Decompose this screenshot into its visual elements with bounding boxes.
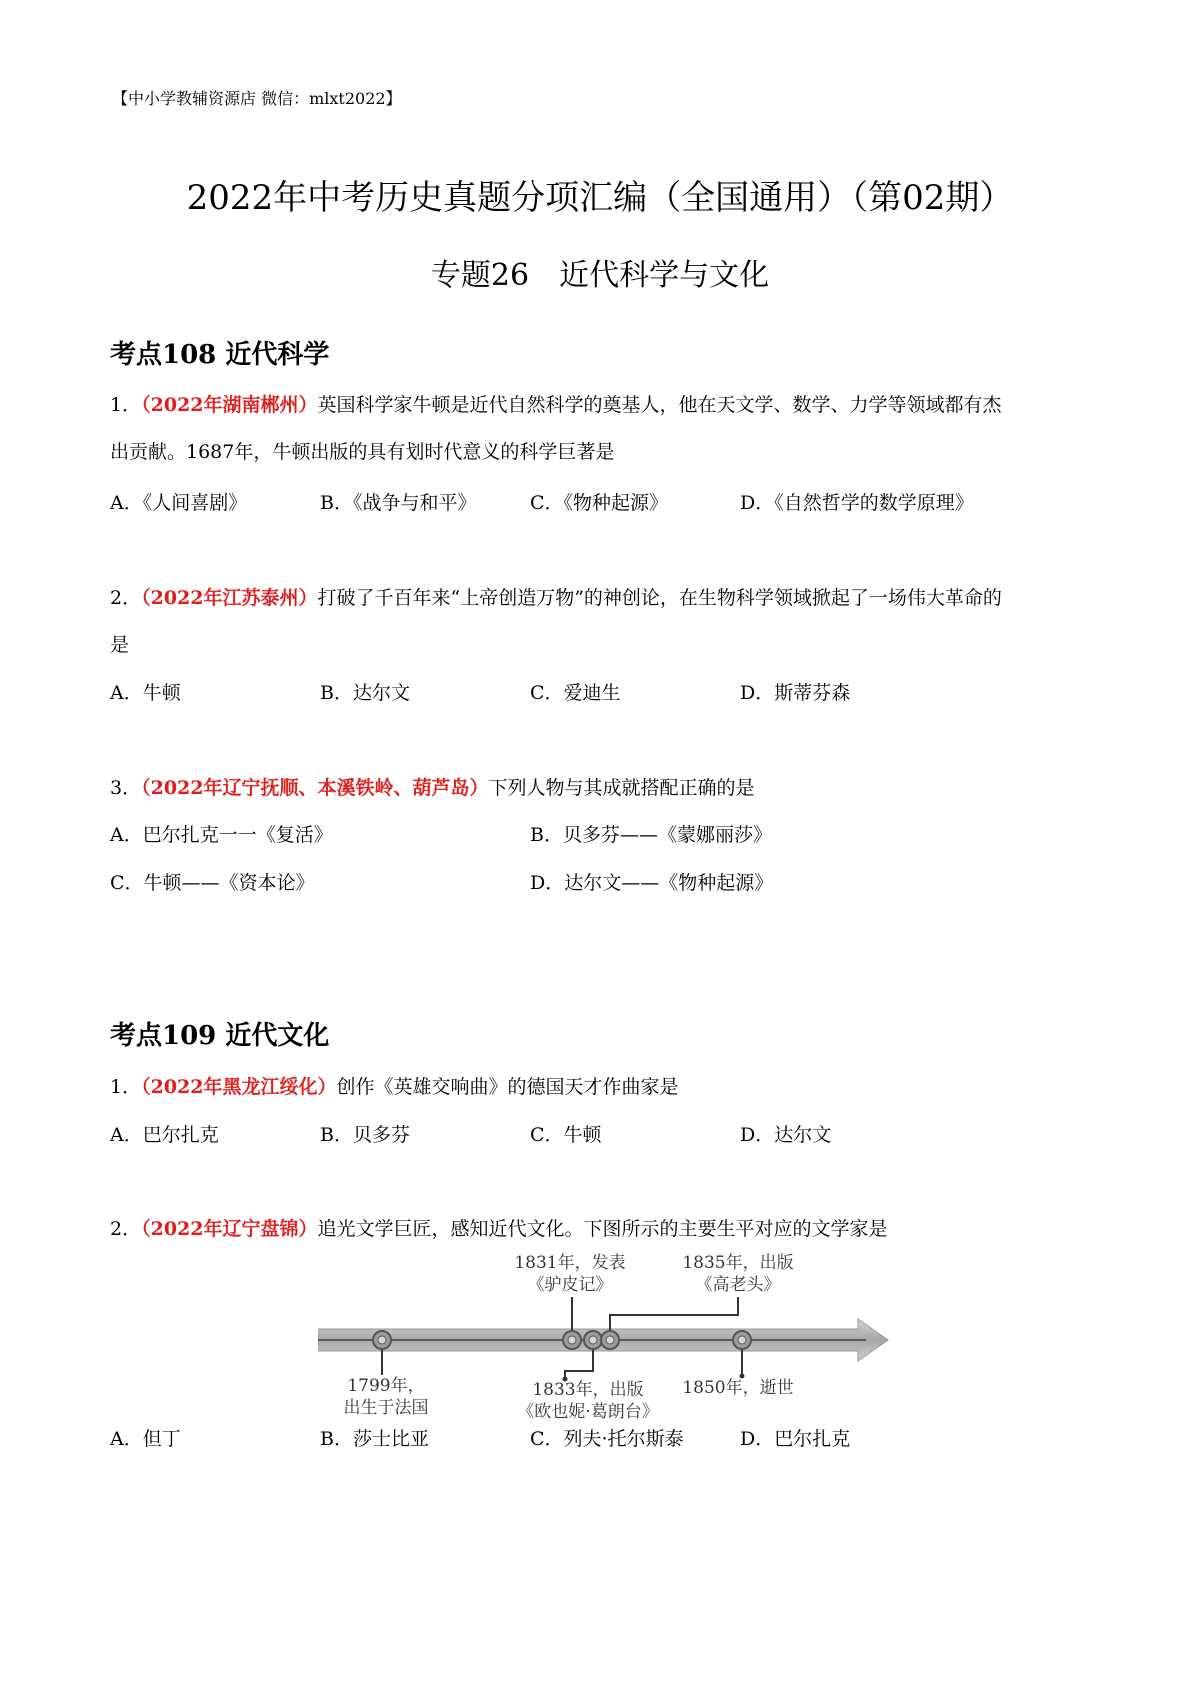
q1-option-b: B．《战争与和平》 [320, 492, 477, 514]
question-source: （2022年江苏泰州） [141, 587, 318, 609]
section-heading-108: 考点108 近代科学 [110, 340, 330, 370]
timeline-event-label: 1799年， [347, 1376, 425, 1396]
timeline-event-label: 《欧也妮·葛朗台》 [517, 1402, 659, 1420]
q3-option-a: A．巴尔扎克一一《复活》 [110, 824, 333, 846]
timeline-marker [601, 1331, 619, 1349]
q1-option-d: D．《自然哲学的数学原理》 [740, 492, 974, 514]
q109-2-option-d: D．巴尔扎克 [740, 1428, 851, 1450]
timeline-marker [584, 1331, 602, 1349]
section-heading-109: 考点109 近代文化 [110, 1021, 330, 1051]
q2-option-d: D．斯蒂芬森 [740, 682, 851, 704]
q109-2-option-c: C．列夫·托尔斯泰 [530, 1428, 684, 1450]
timeline-connector [565, 1348, 593, 1379]
question-2-line-2: 是 [110, 634, 130, 656]
q109-1-option-b: B．贝多芬 [320, 1124, 410, 1146]
timeline-connector [610, 1297, 738, 1332]
page-subtitle: 专题26 近代科学与文化 [430, 258, 770, 293]
q3-option-c: C．牛顿——《资本论》 [110, 872, 315, 894]
timeline-event-label: 1835年，出版 [682, 1253, 794, 1273]
question-1-line-1: 1．（2022年湖南郴州）英国科学家牛顿是近代自然科学的奠基人，他在天文学、数学、力学等领域都有杰 [110, 394, 1002, 416]
q3-option-d: D．达尔文——《物种起源》 [530, 872, 774, 894]
q109-2-option-b: B．莎士比亚 [320, 1428, 429, 1450]
q2-option-a: A．牛顿 [110, 682, 181, 704]
timeline-event-label: 1850年，逝世 [682, 1378, 794, 1398]
timeline-marker [563, 1331, 581, 1349]
q2-option-c: C．爱迪生 [530, 682, 621, 704]
q3-option-b: B．贝多芬——《蒙娜丽莎》 [530, 824, 772, 846]
q109-1-option-a: A．巴尔扎克 [110, 1124, 219, 1146]
question-1-line-2: 出贡献。1687年，牛顿出版的具有划时代意义的科学巨著是 [110, 441, 615, 463]
question-109-1-line-1: 1．（2022年黑龙江绥化）创作《英雄交响曲》的德国天才作曲家是 [110, 1076, 679, 1098]
timeline-event-label: 出生于法国 [343, 1398, 429, 1418]
question-2-line-1: 2．（2022年江苏泰州）打破了千百年来“上帝创造万物”的神创论，在生物科学领域掀起了一场伟大革命的 [110, 587, 1002, 609]
timeline-figure [318, 1245, 890, 1420]
question-source: （2022年辽宁抚顺、本溪铁岭、葫芦岛） [141, 777, 489, 799]
q1-option-c: C．《物种起源》 [530, 492, 669, 514]
header-note: 【中小学教辅资源店 微信：mlxt2022】 [112, 89, 402, 108]
timeline-marker [733, 1331, 751, 1349]
question-109-2-line-1: 2．（2022年辽宁盘锦）追光文学巨匠，感知近代文化。下图所示的主要生平对应的文学家是 [110, 1218, 888, 1240]
q109-2-option-a: A．但丁 [110, 1428, 181, 1450]
page-title: 2022年中考历史真题分项汇编（全国通用）（第02期） [186, 178, 1014, 218]
timeline-event-label: 《高老头》 [695, 1275, 781, 1295]
question-3-line-1: 3．（2022年辽宁抚顺、本溪铁岭、葫芦岛）下列人物与其成就搭配正确的是 [110, 777, 755, 799]
timeline-event-label: 1833年，出版 [532, 1380, 644, 1400]
timeline-event-label: 1831年，发表 [514, 1253, 626, 1273]
q1-option-a: A．《人间喜剧》 [110, 492, 248, 514]
question-source: （2022年黑龙江绥化） [141, 1076, 337, 1098]
timeline-event-label: 《驴皮记》 [527, 1275, 613, 1295]
q109-1-option-c: C．牛顿 [530, 1124, 602, 1146]
q109-1-option-d: D．达尔文 [740, 1124, 832, 1146]
question-source: （2022年辽宁盘锦） [141, 1218, 318, 1240]
timeline-marker [373, 1331, 391, 1349]
q2-option-b: B．达尔文 [320, 682, 410, 704]
question-source: （2022年湖南郴州） [141, 394, 318, 416]
